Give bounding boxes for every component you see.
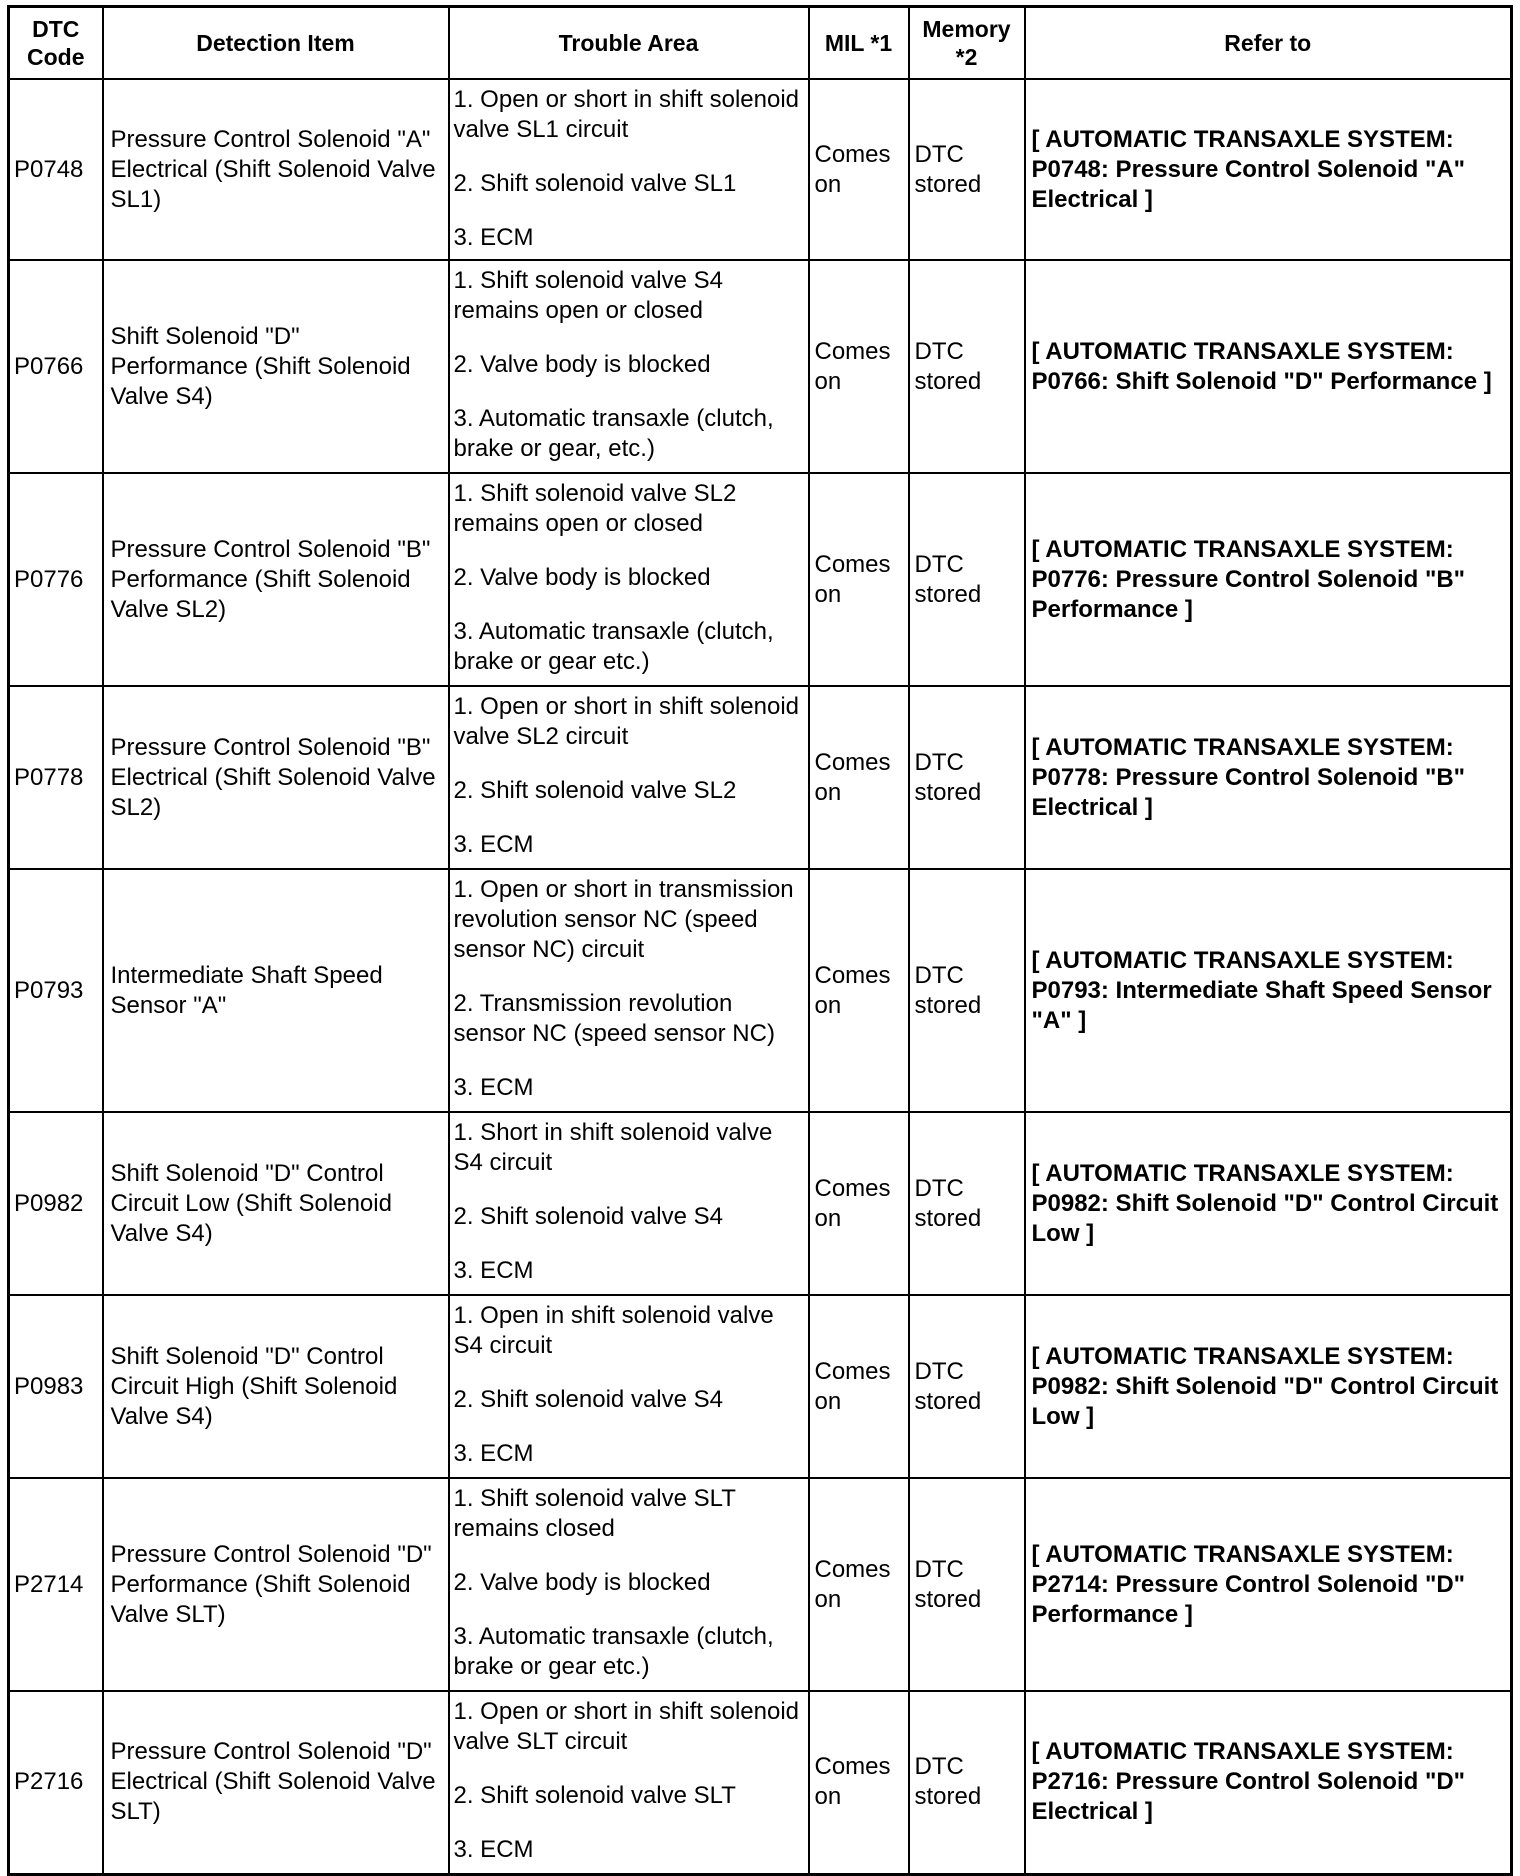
trouble-area-item: 3. ECM xyxy=(453,831,534,858)
table-row xyxy=(9,869,1512,1112)
table-row xyxy=(9,1691,1512,1874)
trouble-area-item: 2. Shift solenoid valve S4 xyxy=(453,1203,723,1230)
refer-to-cell xyxy=(1025,686,1512,869)
table-row xyxy=(9,1295,1512,1478)
dtc-code-cell: P2716 xyxy=(9,1691,103,1874)
trouble-area-cell xyxy=(449,1478,809,1691)
detection-item-cell: Shift Solenoid "D" Control Circuit Low (Shift Solenoid Valve S4) xyxy=(103,1112,449,1295)
refer-to-link[interactable]: [ AUTOMATIC TRANSAXLE SYSTEM: P0776: Pressure Control Solenoid "B" Performance ] xyxy=(1031,535,1466,623)
trouble-area-cell xyxy=(449,473,809,686)
trouble-area-item: 3. ECM xyxy=(453,1440,534,1467)
header-mil: MIL *1 xyxy=(809,7,909,80)
mil-cell: Comes on xyxy=(809,1295,909,1478)
trouble-area-item: 1. Open or short in shift solenoid valve SL1 circuit xyxy=(453,86,800,143)
table-row xyxy=(9,1112,1512,1295)
trouble-area-item: 3. ECM xyxy=(453,1257,534,1284)
dtc-code-cell: P0766 xyxy=(9,260,103,473)
trouble-area-cell xyxy=(449,79,809,260)
trouble-area-item: 1. Shift solenoid valve SL2 remains open or closed xyxy=(453,480,737,537)
trouble-area-item: 3. Automatic transaxle (clutch, brake or gear etc.) xyxy=(453,1623,774,1680)
refer-to-cell xyxy=(1025,473,1512,686)
mil-cell: Comes on xyxy=(809,1478,909,1691)
trouble-area-item: 2. Valve body is blocked xyxy=(453,1569,711,1596)
trouble-area-item: 2. Transmission revolution sensor NC (speed sensor NC) xyxy=(453,990,775,1047)
mil-cell: Comes on xyxy=(809,473,909,686)
memory-cell: DTC stored xyxy=(909,1691,1025,1874)
refer-to-cell xyxy=(1025,1295,1512,1478)
memory-cell: DTC stored xyxy=(909,260,1025,473)
dtc-table-container xyxy=(7,5,1513,1876)
header-memory: Memory *2 xyxy=(909,7,1025,80)
trouble-area-item: 2. Shift solenoid valve SLT xyxy=(453,1782,736,1809)
trouble-area-item: 2. Shift solenoid valve SL1 xyxy=(453,170,737,197)
memory-cell: DTC stored xyxy=(909,1478,1025,1691)
table-row xyxy=(9,79,1512,260)
refer-to-link[interactable]: [ AUTOMATIC TRANSAXLE SYSTEM: P2716: Pressure Control Solenoid "D" Electrical ] xyxy=(1031,1738,1466,1826)
memory-cell: DTC stored xyxy=(909,1295,1025,1478)
refer-to-cell xyxy=(1025,260,1512,473)
trouble-area-item: 3. ECM xyxy=(453,224,534,251)
detection-item-cell: Pressure Control Solenoid "B" Performance (Shift Solenoid Valve SL2) xyxy=(103,473,449,686)
refer-to-link[interactable]: [ AUTOMATIC TRANSAXLE SYSTEM: P0793: Intermediate Shaft Speed Sensor "A" ] xyxy=(1031,946,1492,1034)
trouble-area-item: 2. Valve body is blocked xyxy=(453,351,711,378)
table-row xyxy=(9,686,1512,869)
refer-to-cell xyxy=(1025,1112,1512,1295)
mil-cell: Comes on xyxy=(809,79,909,260)
header-detection-item: Detection Item xyxy=(103,7,449,80)
mil-cell: Comes on xyxy=(809,260,909,473)
trouble-area-item: 3. ECM xyxy=(453,1074,534,1101)
mil-cell: Comes on xyxy=(809,686,909,869)
detection-item-cell: Pressure Control Solenoid "B" Electrical (Shift Solenoid Valve SL2) xyxy=(103,686,449,869)
refer-to-cell xyxy=(1025,79,1512,260)
memory-cell: DTC stored xyxy=(909,473,1025,686)
dtc-code-cell: P0982 xyxy=(9,1112,103,1295)
header-refer-to: Refer to xyxy=(1025,7,1512,80)
trouble-area-item: 1. Open or short in transmission revolution sensor NC (speed sensor NC) circuit xyxy=(453,876,794,963)
trouble-area-item: 3. ECM xyxy=(453,1836,534,1863)
table-row xyxy=(9,473,1512,686)
trouble-area-item: 1. Short in shift solenoid valve S4 circuit xyxy=(453,1119,773,1176)
refer-to-link[interactable]: [ AUTOMATIC TRANSAXLE SYSTEM: P0766: Shift Solenoid "D" Performance ] xyxy=(1031,337,1492,395)
memory-cell: DTC stored xyxy=(909,869,1025,1112)
detection-item-cell: Pressure Control Solenoid "A" Electrical (Shift Solenoid Valve SL1) xyxy=(103,79,449,260)
dtc-code-cell: P0983 xyxy=(9,1295,103,1478)
trouble-area-item: 2. Valve body is blocked xyxy=(453,564,711,591)
refer-to-link[interactable]: [ AUTOMATIC TRANSAXLE SYSTEM: P0982: Shift Solenoid "D" Control Circuit Low ] xyxy=(1031,1159,1499,1247)
mil-cell: Comes on xyxy=(809,1112,909,1295)
refer-to-cell xyxy=(1025,869,1512,1112)
dtc-code-cell: P0793 xyxy=(9,869,103,1112)
detection-item-cell: Pressure Control Solenoid "D" Performance (Shift Solenoid Valve SLT) xyxy=(103,1478,449,1691)
dtc-code-cell: P0778 xyxy=(9,686,103,869)
trouble-area-item: 2. Shift solenoid valve SL2 xyxy=(453,777,737,804)
trouble-area-item: 3. Automatic transaxle (clutch, brake or gear etc.) xyxy=(453,618,774,675)
trouble-area-cell xyxy=(449,869,809,1112)
dtc-code-cell: P0776 xyxy=(9,473,103,686)
dtc-table xyxy=(7,5,1513,1876)
dtc-code-cell: P2714 xyxy=(9,1478,103,1691)
memory-cell: DTC stored xyxy=(909,79,1025,260)
trouble-area-item: 1. Shift solenoid valve S4 remains open or closed xyxy=(453,267,723,324)
dtc-code-cell: P0748 xyxy=(9,79,103,260)
table-row xyxy=(9,260,1512,473)
trouble-area-cell xyxy=(449,260,809,473)
trouble-area-cell xyxy=(449,1691,809,1874)
trouble-area-cell xyxy=(449,1112,809,1295)
trouble-area-item: 1. Shift solenoid valve SLT remains closed xyxy=(453,1485,736,1542)
trouble-area-cell xyxy=(449,686,809,869)
trouble-area-cell xyxy=(449,1295,809,1478)
refer-to-cell xyxy=(1025,1478,1512,1691)
refer-to-link[interactable]: [ AUTOMATIC TRANSAXLE SYSTEM: P0982: Shift Solenoid "D" Control Circuit Low ] xyxy=(1031,1342,1499,1430)
header-trouble-area: Trouble Area xyxy=(449,7,809,80)
mil-cell: Comes on xyxy=(809,1691,909,1874)
refer-to-link[interactable]: [ AUTOMATIC TRANSAXLE SYSTEM: P2714: Pressure Control Solenoid "D" Performance ] xyxy=(1031,1540,1466,1628)
detection-item-cell: Intermediate Shaft Speed Sensor "A" xyxy=(103,869,449,1112)
memory-cell: DTC stored xyxy=(909,686,1025,869)
detection-item-cell: Pressure Control Solenoid "D" Electrical (Shift Solenoid Valve SLT) xyxy=(103,1691,449,1874)
trouble-area-item: 2. Shift solenoid valve S4 xyxy=(453,1386,723,1413)
table-row xyxy=(9,1478,1512,1691)
detection-item-cell: Shift Solenoid "D" Control Circuit High (Shift Solenoid Valve S4) xyxy=(103,1295,449,1478)
memory-cell: DTC stored xyxy=(909,1112,1025,1295)
detection-item-cell: Shift Solenoid "D" Performance (Shift Solenoid Valve S4) xyxy=(103,260,449,473)
trouble-area-item: 1. Open or short in shift solenoid valve SLT circuit xyxy=(453,1698,800,1755)
mil-cell: Comes on xyxy=(809,869,909,1112)
header-dtc-code: DTC Code xyxy=(9,7,103,80)
trouble-area-item: 3. Automatic transaxle (clutch, brake or gear, etc.) xyxy=(453,405,774,462)
refer-to-link[interactable]: [ AUTOMATIC TRANSAXLE SYSTEM: P0748: Pressure Control Solenoid "A" Electrical ] xyxy=(1031,125,1466,213)
table-header-row xyxy=(9,7,1512,80)
refer-to-cell xyxy=(1025,1691,1512,1874)
trouble-area-item: 1. Open in shift solenoid valve S4 circuit xyxy=(453,1302,774,1359)
trouble-area-item: 1. Open or short in shift solenoid valve SL2 circuit xyxy=(453,693,800,750)
refer-to-link[interactable]: [ AUTOMATIC TRANSAXLE SYSTEM: P0778: Pressure Control Solenoid "B" Electrical ] xyxy=(1031,733,1466,821)
